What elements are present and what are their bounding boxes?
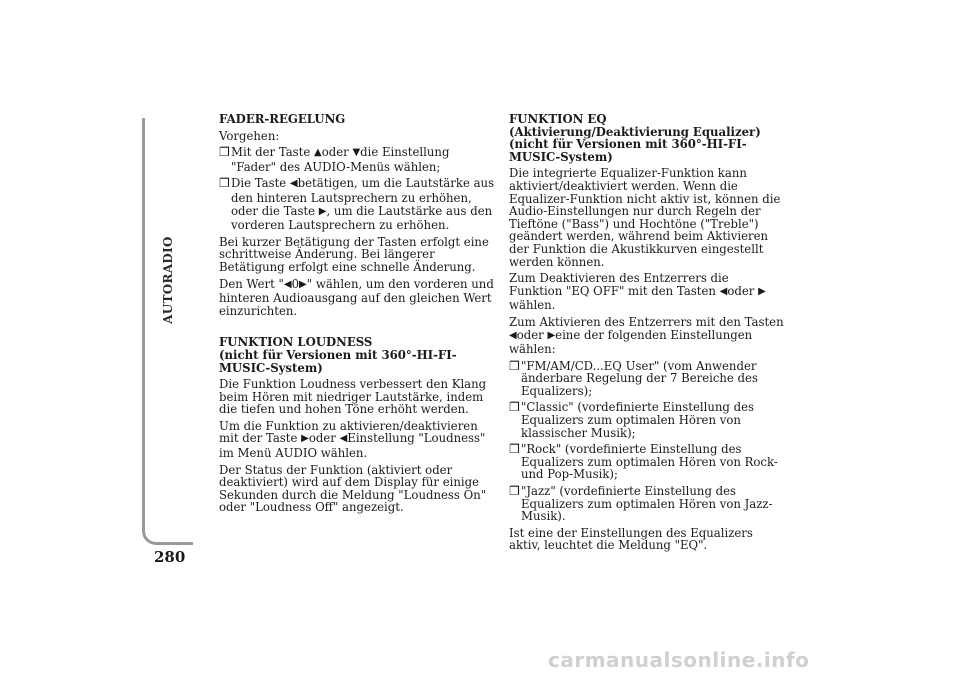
- eq-subheading-1: (Aktivierung/Deaktivierung Equalizer): [509, 124, 761, 139]
- loudness-heading: FUNKTION LOUDNESS: [219, 335, 373, 350]
- checkbox-bullet-icon: ❒: [509, 484, 520, 499]
- section-side-label: AUTORADIO: [161, 236, 175, 324]
- left-arrow-icon: ◀: [719, 285, 728, 297]
- checkbox-bullet-icon: ❒: [509, 358, 520, 373]
- eq-heading: FUNKTION EQ: [509, 112, 607, 126]
- fader-bullet-1: ❒ Mit der Taste ▲oder ▼die Einstellung "Fader" des AUDIO-Menüs wählen;: [219, 145, 450, 174]
- eq-paragraph-1: Die integrierte Equalizer-Funktion kann aktiviert/deaktiviert werden. Wenn die Equalizer-Funktion nicht aktiv ist, können die Audio-Einstellungen nur durch Regeln der Tieftöne ("Bass") und Hochtöne ("Treble") geändert werden, während beim Aktivieren der Funktion die Akustikkurven eingestellt werden können.: [509, 166, 781, 269]
- checkbox-bullet-icon: ❒: [509, 442, 520, 457]
- left-column: [219, 113, 495, 518]
- left-arrow-icon: ◀: [509, 329, 517, 341]
- right-column: [509, 113, 785, 556]
- left-arrow-icon: ◀: [283, 278, 292, 290]
- page-number: 280: [154, 548, 186, 566]
- fader-bullet-2: ❒ Die Taste ◀betätigen, um die Lautstärke aus den hinteren Lautsprechern zu erhöhen, oder die Taste ▶, um die Lautstärke aus den vorderen Lautsprechern zu erhöhen.: [219, 176, 495, 233]
- right-arrow-icon: ▶: [547, 329, 556, 341]
- right-arrow-icon: ▶: [758, 285, 766, 297]
- right-arrow-icon: ▶: [318, 205, 327, 217]
- fader-paragraph-2: Den Wert "◀0▶" wählen, um den vorderen und hinteren Audioausgang auf den gleichen Wert einzurichten.: [219, 276, 494, 318]
- eq-bullet-2: ❒ "Classic" (vordefinierte Einstellung des Equalizers zum optimalen Hören von klassischer Musik);: [509, 400, 755, 440]
- right-arrow-icon: ▶: [301, 433, 309, 445]
- loudness-subheading: (nicht für Versionen mit 360°-HI-FI-MUSIC-System): [219, 347, 457, 375]
- watermark: carmanualsonline.info: [548, 648, 810, 672]
- right-arrow-icon: ▶: [299, 278, 307, 290]
- left-arrow-icon: ◀: [339, 433, 348, 445]
- checkbox-bullet-icon: ❒: [219, 176, 230, 191]
- eq-bullet-3: ❒ "Rock" (vordefinierte Einstellung des Equalizers zum optimalen Hören von Rock- und Pop-Musik);: [509, 442, 778, 482]
- down-arrow-icon: ▼: [352, 147, 361, 159]
- loudness-paragraph-1: Die Funktion Loudness verbessert den Klang beim Hören mit niedriger Lautstärke, indem die tiefen und hohen Töne erhöht werden.: [219, 377, 487, 417]
- checkbox-bullet-icon: ❒: [509, 400, 520, 415]
- eq-paragraph-4: Ist eine der Einstellungen des Equalizers aktiv, leuchtet die Meldung "EQ".: [509, 525, 753, 553]
- fader-paragraph-1: Bei kurzer Betätigung der Tasten erfolgt eine schrittweise Änderung. Bei längerer Betätigung erfolgt eine schnelle Änderung.: [219, 234, 489, 274]
- checkbox-bullet-icon: ❒: [219, 145, 230, 160]
- fader-heading: FADER-REGELUNG: [219, 112, 346, 126]
- eq-bullet-1: ❒ "FM/AM/CD...EQ User" (vom Anwender änderbare Regelung der 7 Bereiche des Equalizers);: [509, 358, 758, 398]
- eq-paragraph-3: Zum Aktivieren des Entzerrers mit den Tasten ◀oder ▶eine der folgenden Einstellungen wählen:: [509, 314, 784, 357]
- eq-subheading-2: (nicht für Versionen mit 360°-HI-FI-MUSIC-System): [509, 137, 747, 164]
- loudness-paragraph-2: Um die Funktion zu aktivieren/deaktivieren mit der Taste ▶oder ◀Einstellung "Loudness" im Menü AUDIO wählen.: [219, 418, 486, 461]
- up-arrow-icon: ▲: [314, 147, 322, 159]
- eq-paragraph-2: Zum Deaktivieren des Entzerrers die Funktion "EQ OFF" mit den Tasten ◀oder ▶wählen.: [509, 271, 766, 313]
- loudness-paragraph-3: Der Status der Funktion (aktiviert oder deaktiviert) wird auf dem Display für einige Sekunden durch die Meldung "Loudness On" oder "Loudness Off" angezeigt.: [219, 462, 487, 515]
- left-arrow-icon: ◀: [289, 178, 298, 190]
- eq-bullet-4: ❒ "Jazz" (vordefinierte Einstellung des Equalizers zum optimalen Hören von Jazz-Musik).: [509, 484, 773, 524]
- margin-rule: [142, 118, 193, 545]
- fader-intro: Vorgehen:: [219, 128, 280, 143]
